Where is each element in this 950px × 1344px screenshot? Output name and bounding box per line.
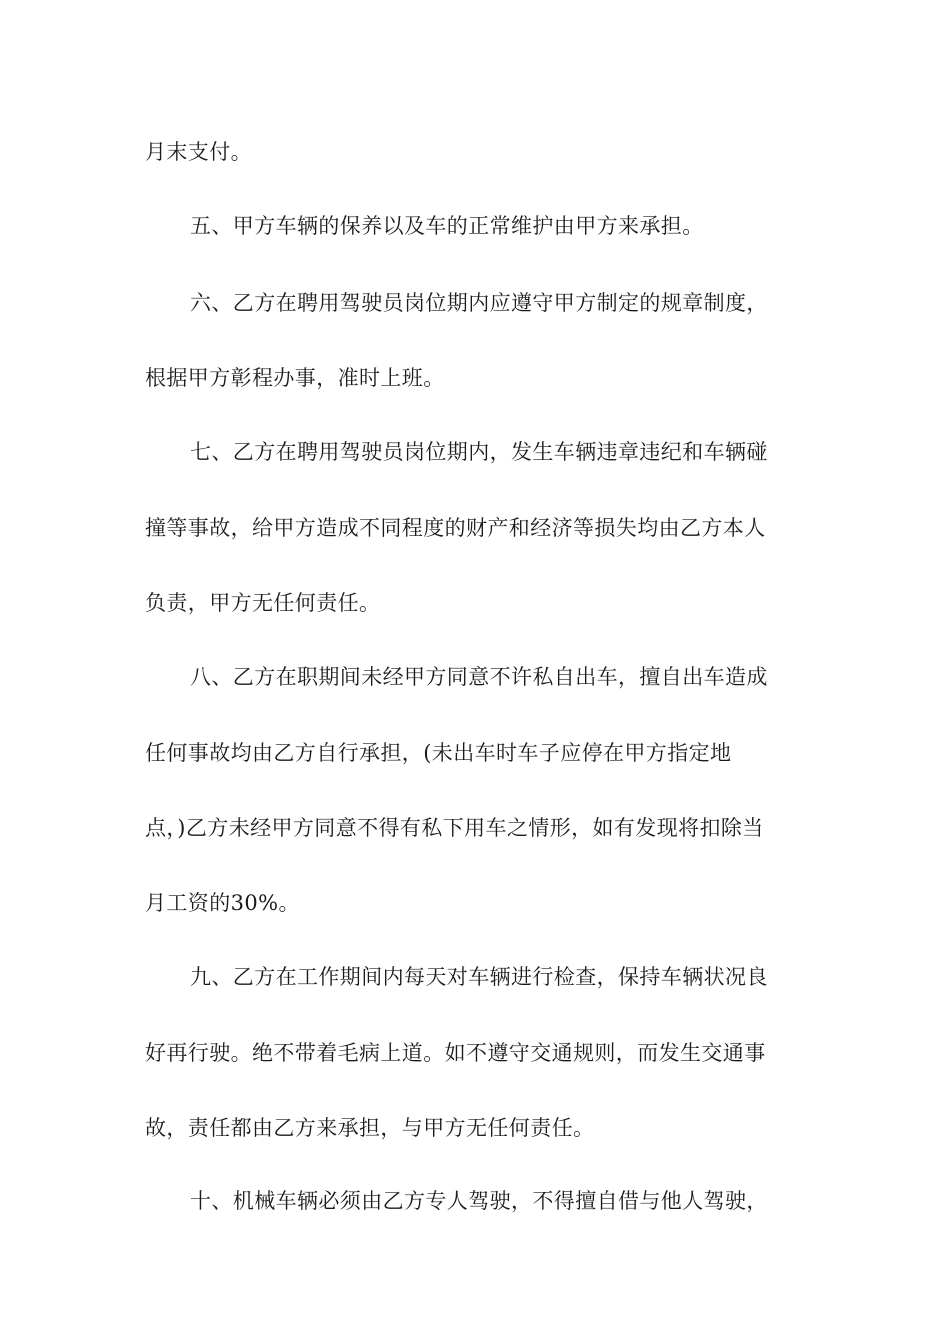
text-line: 根据甲方彰程办事，准时上班。 [145, 366, 445, 390]
text-line: 负责，甲方无任何责任。 [145, 591, 381, 615]
text-line: 好再行驶。绝不带着毛病上道。如不遵守交通规则，而发生交通事 [145, 1041, 766, 1065]
text-line: 十、机械车辆必须由乙方专人驾驶，不得擅自借与他人驾驶， [190, 1189, 768, 1213]
text-line: 七、乙方在聘用驾驶员岗位期内，发生车辆违章违纪和车辆碰 [190, 440, 768, 464]
text-line: 撞等事故，给甲方造成不同程度的财产和经济等损失均由乙方本人 [145, 516, 766, 540]
text-line: 六、乙方在聘用驾驶员岗位期内应遵守甲方制定的规章制度， [190, 291, 768, 315]
text-line: 五、甲方车辆的保养以及车的正常维护由甲方来承担。 [190, 214, 704, 238]
text-line: 任何事故均由乙方自行承担，(未出车时车子应停在甲方指定地 [145, 741, 732, 765]
text-line: 八、乙方在职期间未经甲方同意不许私自出车，擅自出车造成 [190, 665, 768, 689]
text-line: 月工资的30%。 [145, 891, 300, 915]
text-line: 月末支付。 [145, 140, 252, 164]
text-line: 故，责任都由乙方来承担，与甲方无任何责任。 [145, 1116, 595, 1140]
text-line: 点，)乙方未经甲方同意不得有私下用车之情形，如有发现将扣除当 [145, 816, 764, 840]
text-line: 九、乙方在工作期间内每天对车辆进行检查，保持车辆状况良 [190, 965, 768, 989]
